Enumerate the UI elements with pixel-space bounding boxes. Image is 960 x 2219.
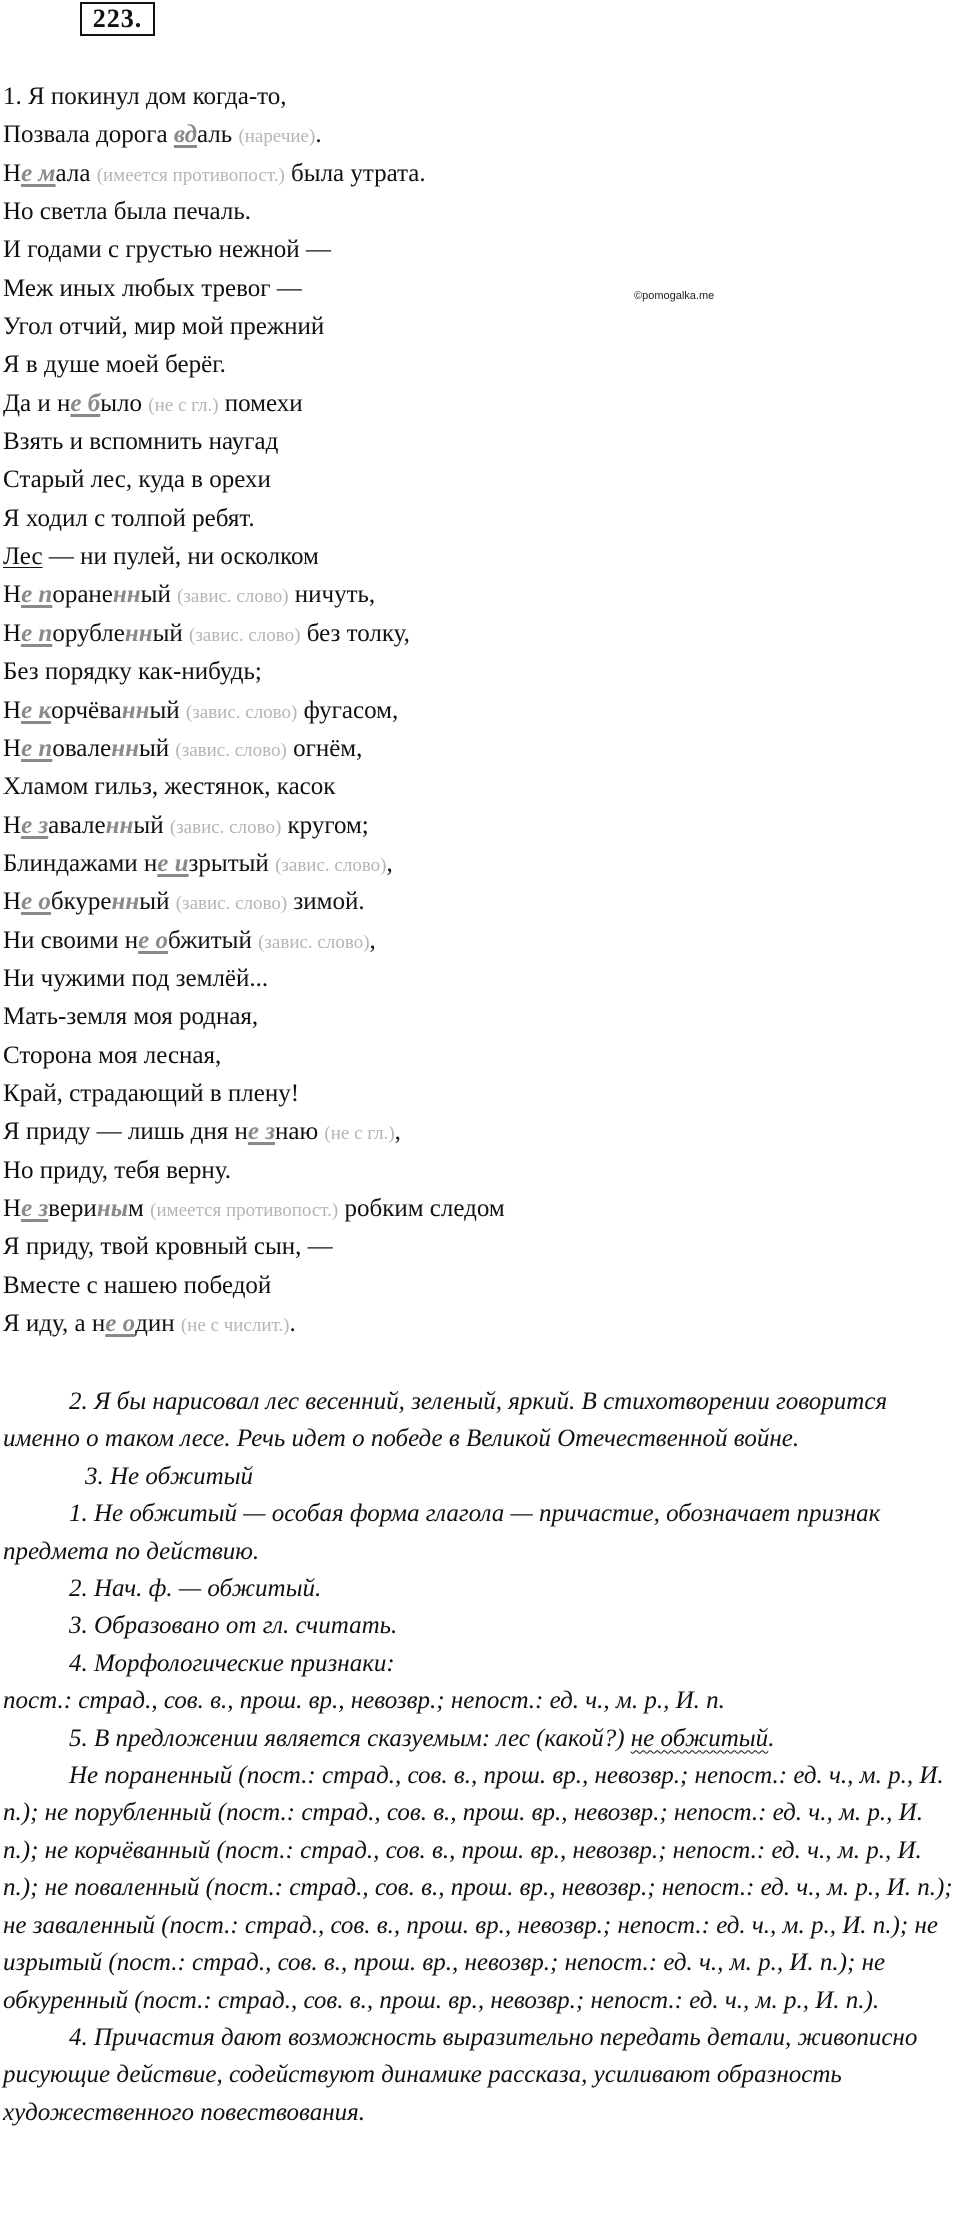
poem-text: ый	[140, 581, 178, 609]
poem-line	[3, 768, 505, 806]
grammar-note: (завис. слово)	[275, 854, 387, 876]
highlighted-orthogram: е з	[21, 811, 49, 839]
grammar-note: (завис. слово)	[177, 586, 289, 608]
poem-line	[3, 1113, 505, 1151]
poem-text: Блиндажами н	[3, 849, 158, 877]
poem-text: оране	[52, 581, 113, 609]
poem-text: аль	[196, 121, 239, 149]
poem-line	[3, 960, 505, 998]
poem-text: 1. Я покинул дом когда-то,	[3, 83, 287, 110]
poem-text: ый	[152, 619, 190, 647]
poem-text: ый	[138, 734, 176, 762]
poem-text: ый	[139, 888, 176, 916]
highlighted-orthogram: е о	[21, 888, 51, 916]
poem-text: ый	[149, 696, 186, 724]
poem-text: Без порядку как-нибудь;	[3, 658, 262, 686]
exercise-number: 223.	[80, 2, 155, 36]
highlighted-orthogram: е б	[70, 389, 101, 417]
grammar-note: (наречие)	[238, 126, 316, 148]
poem-text: ,	[386, 849, 393, 877]
poem-text: Н	[3, 696, 22, 724]
poem-text: орчёва	[51, 696, 122, 724]
poem-text: Н	[3, 811, 22, 839]
poem-line	[3, 270, 505, 308]
paragraph-3-4: 4. Морфологические признаки:	[69, 1649, 395, 1677]
highlighted-orthogram: вд	[173, 121, 197, 149]
poem-text: орубле	[52, 619, 125, 647]
grammar-note: (завис. слово)	[169, 816, 282, 838]
grammar-note: (завис. слово)	[258, 931, 370, 953]
highlighted-orthogram: е к	[21, 696, 52, 724]
poem-line	[3, 308, 505, 346]
poem-text: кругом;	[281, 811, 369, 839]
poem-text: вери	[48, 1194, 97, 1222]
poem-text: помехи	[218, 389, 303, 417]
poem-text: Хламом гильз, жестянок, касок	[3, 773, 336, 801]
poem-text: была утрата.	[284, 159, 426, 187]
poem-text: Н	[3, 734, 22, 762]
highlighted-letters: нн	[112, 581, 141, 609]
poem-text: Но светла была печаль.	[3, 198, 251, 226]
participles-list: Не пораненный (пост.: страд., сов. в., прош. вр., невозвр.; непост.: ед. ч., м. р., И. п.); не порубленный (пост.: страд., сов. в., прош. вр., невозвр.; непост.: ед. ч., м. р., И. п.); не корчёванный (пост.: страд., сов. в., прош. вр., невозвр.; непост.: ед. ч., м. р., И. п.); не поваленный (пост.: страд., сов. в., прош. вр., невозвр.; непост.: ед. ч., м. р., И. п.); не заваленный (пост.: страд., сов. в., прош. вр., невозвр.; непост.: ед. ч., м. р., И. п.); не изрытый (пост.: страд., сов. в., прош. вр., невозвр.; непост.: ед. ч., м. р., И. п.); не обкуренный (пост.: страд., сов. в., прош. вр., невозвр.; непост.: ед. ч., м. р., И. п.).	[3, 1762, 953, 2014]
paragraph-3-1: 1. Не обжитый — особая форма глагола — причастие, обозначает признак предмета по действию.	[3, 1500, 881, 1565]
poem-line	[3, 1075, 505, 1113]
poem-text: ,	[394, 1118, 401, 1146]
poem-line	[3, 346, 505, 384]
poem-text: м	[128, 1194, 151, 1222]
predicate-word: не обжитый	[630, 1724, 769, 1752]
grammar-note: (завис. слово)	[185, 701, 298, 723]
highlighted-letters: нн	[124, 619, 153, 647]
poem-text: бжитый	[167, 926, 259, 954]
paragraph-3-title: 3. Не обжитый	[85, 1462, 254, 1490]
highlighted-letters: нн	[111, 888, 140, 916]
poem-line	[3, 845, 505, 883]
poem-text: огнём,	[286, 734, 363, 762]
poem-line	[3, 730, 505, 768]
poem-text: Угол отчий, мир мой прежний	[3, 313, 325, 341]
poem-line	[3, 1152, 505, 1190]
poem-line	[3, 807, 505, 845]
poem-text: зимой.	[287, 888, 365, 916]
grammar-note: (не с гл.)	[324, 1123, 395, 1145]
poem-text: Старый лес, куда в орехи	[3, 466, 271, 494]
watermark: ©pomogalka.me	[634, 290, 715, 302]
poem-text: Н	[3, 888, 22, 916]
highlighted-orthogram: е з	[21, 1194, 49, 1222]
poem-line	[3, 231, 505, 269]
poem-text: Ни чужими под землёй...	[3, 964, 269, 992]
poem-text: Я приду — лишь дня н	[3, 1118, 248, 1146]
underlined-subject: Лес	[3, 543, 43, 571]
poem-line	[3, 653, 505, 691]
poem-text: фугасом,	[297, 696, 399, 724]
poem-line	[3, 385, 505, 423]
poem-text: авале	[48, 811, 106, 839]
highlighted-orthogram: е п	[21, 734, 53, 762]
poem-line	[3, 692, 505, 730]
poem-text: Я иду, а н	[3, 1310, 106, 1337]
highlighted-orthogram: е п	[21, 619, 53, 647]
poem-line	[3, 155, 505, 193]
poem-line	[3, 883, 505, 921]
highlighted-orthogram: е о	[105, 1310, 136, 1337]
paragraph-3-2: 2. Нач. ф. — обжитый.	[69, 1575, 322, 1603]
grammar-note: (завис. слово)	[175, 893, 288, 915]
paragraph-2: 2. Я бы нарисовал лес весенний, зеленый, яркий. В стихотворении говорится именно о таком лесе. Речь идет о победе в Великой Отечественной войне.	[3, 1388, 888, 1453]
poem-text: Н	[3, 159, 22, 187]
poem-text: наю	[275, 1118, 325, 1146]
poem-text: без толку,	[300, 619, 410, 647]
paragraph-3-5-prefix: 5. В предложении является сказуемым: лес (какой?)	[69, 1724, 631, 1752]
poem-text: ыло	[100, 389, 149, 417]
poem-line	[3, 1190, 505, 1228]
poem-text: Но приду, тебя верну.	[3, 1156, 232, 1184]
poem-text: ый	[133, 811, 170, 839]
poem-line	[3, 1267, 505, 1305]
poem-text: Мать-земля моя родная,	[3, 1003, 259, 1031]
poem-text: Н	[3, 619, 22, 647]
poem-line	[3, 500, 505, 538]
highlighted-orthogram: е о	[138, 926, 168, 954]
highlighted-orthogram: е и	[157, 849, 189, 877]
poem-text: Да и н	[3, 389, 71, 417]
poem-text: .	[315, 121, 322, 149]
poem-line	[3, 116, 505, 154]
poem-line	[3, 461, 505, 499]
poem-text: .	[289, 1310, 296, 1337]
highlighted-letters: нн	[105, 811, 134, 839]
poem-text: бкуре	[50, 888, 112, 916]
grammar-note: (имеется противопост.)	[96, 164, 285, 186]
poem-line	[3, 78, 505, 116]
poem-line	[3, 576, 505, 614]
poem-text: ничуть,	[288, 581, 376, 609]
grammar-note: (завис. слово)	[175, 739, 287, 761]
highlighted-orthogram: е м	[21, 159, 56, 187]
paragraph-3-5-suffix: .	[768, 1724, 775, 1752]
grammar-note: (имеется противопост.)	[150, 1199, 339, 1221]
poem-text: — ни пулей, ни осколком	[42, 543, 319, 571]
prose	[3, 1383, 955, 2131]
poem-line	[3, 1037, 505, 1075]
poem-text: И годами с грустью нежной —	[3, 236, 331, 264]
poem-text: Меж иных любых тревог —	[3, 274, 302, 302]
poem-text: Н	[3, 581, 22, 609]
poem-text: Я в душе моей берёг.	[3, 351, 226, 379]
paragraph-3-4-features: пост.: страд., сов. в., прош. вр., невозвр.; непост.: ед. ч., м. р., И. п.	[3, 1687, 725, 1715]
poem-line	[3, 193, 505, 231]
poem-text: Взять и вспомнить наугад	[3, 428, 279, 456]
grammar-note: (завис. слово)	[189, 624, 301, 646]
highlighted-orthogram: е п	[21, 581, 53, 609]
poem-text: ала	[55, 159, 97, 187]
poem-text: Сторона моя лесная,	[3, 1041, 222, 1069]
poem-line	[3, 423, 505, 461]
poem-line	[3, 1228, 505, 1266]
highlighted-orthogram: е з	[247, 1118, 275, 1146]
poem-text: ,	[369, 926, 376, 954]
paragraph-4: 4. Причастия дают возможность выразительно передать детали, живописно рисующие действие, содействуют динамике рассказа, усиливают образность художественного повествования.	[3, 2023, 918, 2126]
poem-text: Я приду, твой кровный сын, —	[3, 1233, 333, 1261]
poem-text: робким следом	[338, 1194, 505, 1222]
poem-line	[3, 538, 505, 576]
poem-text: Край, страдающий в плену!	[3, 1079, 300, 1107]
poem-text: овале	[52, 734, 112, 762]
poem-text: Ни своими н	[3, 926, 139, 954]
grammar-note: (не с числит.)	[180, 1315, 290, 1336]
highlighted-letters: ны	[96, 1194, 129, 1222]
poem-line	[3, 1305, 505, 1343]
poem-text: Я ходил с толпой ребят.	[3, 504, 255, 532]
poem-text: Позвала дорога	[3, 121, 174, 149]
poem-line	[3, 922, 505, 960]
poem-text: Вместе с нашею победой	[3, 1271, 272, 1299]
poem-text: зрытый	[188, 849, 276, 877]
poem-line	[3, 998, 505, 1036]
poem-line	[3, 615, 505, 653]
poem	[3, 78, 505, 1343]
grammar-note: (не с гл.)	[148, 394, 219, 416]
paragraph-3-3: 3. Образовано от гл. считать.	[69, 1612, 398, 1640]
poem-text: дин	[135, 1310, 181, 1337]
highlighted-letters: нн	[111, 734, 139, 762]
poem-text: Н	[3, 1194, 22, 1222]
highlighted-letters: нн	[121, 696, 150, 724]
paragraph-3-5	[3, 1720, 955, 1757]
